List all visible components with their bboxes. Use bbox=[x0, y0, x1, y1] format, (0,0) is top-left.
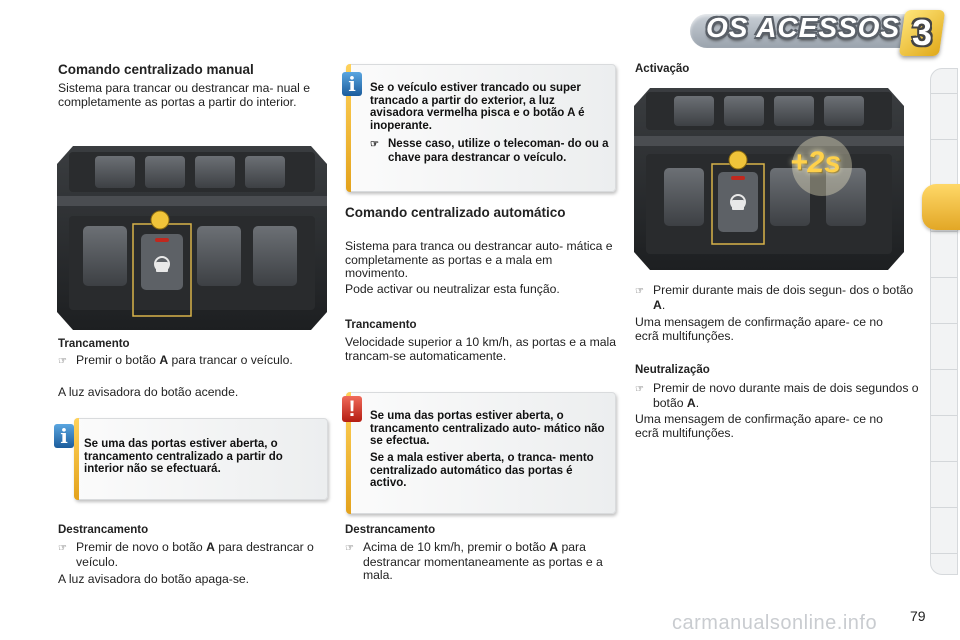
section-title-manual: Comando centralizado manual bbox=[58, 62, 254, 77]
heading-auto-lock: Trancamento bbox=[345, 319, 417, 331]
info-icon: i bbox=[54, 424, 74, 448]
hvac-button bbox=[195, 156, 235, 188]
manual-unlock-result: A luz avisadora do botão apaga-se. bbox=[58, 572, 250, 586]
warning-note-text-2: Se a mala estiver aberta, o tranca- mento centralizado automático das portas é activo. bbox=[370, 452, 594, 489]
panel-button bbox=[197, 226, 241, 286]
hvac-button bbox=[245, 156, 285, 188]
dashboard-photo-manual bbox=[57, 146, 327, 330]
hvac-button bbox=[674, 96, 714, 126]
info-note-automatic-bullet: ☞ Nesse caso, utilize o telecoman- do ou a chave para destrancar o veículo. bbox=[370, 138, 609, 164]
arrow-icon: ☞ bbox=[635, 384, 644, 395]
arrow-icon: ☞ bbox=[58, 543, 67, 554]
bullet-neutralization: ☞ Premir de novo durante mais de dois segundos o botão A. bbox=[635, 381, 919, 410]
callout-a bbox=[151, 211, 169, 229]
hvac-button bbox=[145, 156, 185, 188]
watermark: carmanualsonline.info bbox=[672, 612, 878, 634]
hvac-button bbox=[774, 96, 814, 126]
two-seconds-badge: +2s bbox=[790, 146, 841, 179]
page-number: 79 bbox=[910, 608, 926, 624]
auto-lock-text: Velocidade superior a 10 km/h, as portas e a mala trancam-se automaticamente. bbox=[345, 335, 616, 363]
arrow-icon: ☞ bbox=[370, 139, 379, 150]
chapter-tabs bbox=[930, 68, 958, 575]
intro-automatic: Sistema para tranca ou destrancar auto- mática e completamente as portas e a mala em movimento. bbox=[345, 239, 613, 280]
chapter-number: 3 bbox=[911, 12, 933, 53]
heading-auto-unlock: Destrancamento bbox=[345, 524, 436, 536]
heading-manual-unlock: Destrancamento bbox=[58, 524, 149, 536]
dashboard-photo-activation bbox=[634, 88, 904, 270]
chapter-badge bbox=[899, 10, 945, 56]
heading-manual-lock: Trancamento bbox=[58, 338, 130, 350]
panel-button bbox=[664, 168, 704, 226]
hvac-button bbox=[824, 96, 864, 126]
heading-neutralization: Neutralização bbox=[635, 364, 710, 376]
arrow-icon: ☞ bbox=[58, 356, 67, 367]
chapter-tab-active[interactable] bbox=[922, 184, 960, 230]
neutralization-result: Uma mensagem de confirmação apare- ce no ecrã multifunções. bbox=[635, 412, 883, 440]
warning-note-text: Se uma das portas estiver aberta, o trancamento centralizado auto- mático não se efectua. bbox=[370, 410, 605, 447]
bullet-activation: ☞ Premir durante mais de dois segun- dos o botão A. bbox=[635, 283, 914, 312]
panel-button bbox=[253, 226, 297, 286]
manual-lock-result: A luz avisadora do botão acende. bbox=[58, 385, 239, 399]
info-note-manual-text: Se uma das portas estiver aberta, o trancamento centralizado a partir do interior não se efectuará. bbox=[84, 438, 283, 475]
section-title-automatic: Comando centralizado automático bbox=[345, 205, 566, 220]
callout-a bbox=[729, 151, 747, 169]
activation-result: Uma mensagem de confirmação apare- ce no ecrã multifunções. bbox=[635, 315, 883, 343]
intro-automatic-2: Pode activar ou neutralizar esta função. bbox=[345, 282, 560, 296]
hvac-button bbox=[724, 96, 764, 126]
intro-manual: Sistema para trancar ou destrancar ma- nual e completamente as portas a partir do interior. bbox=[58, 81, 310, 109]
page-title: OS ACESSOS bbox=[706, 12, 901, 43]
panel-button bbox=[83, 226, 127, 286]
arrow-icon: ☞ bbox=[635, 286, 644, 297]
heading-activation: Activação bbox=[635, 63, 690, 75]
warning-icon: ! bbox=[342, 396, 362, 422]
bullet-manual-unlock: ☞ Premir de novo o botão A para destrancar o veículo. bbox=[58, 540, 314, 569]
bullet-auto-unlock: ☞ Acima de 10 km/h, premir o botão A para destrancar momentaneamente as portas e a mala. bbox=[345, 540, 603, 582]
arrow-icon: ☞ bbox=[345, 543, 354, 554]
hvac-button bbox=[95, 156, 135, 188]
info-icon: i bbox=[342, 72, 362, 96]
bullet-manual-lock: ☞ Premir o botão A para trancar o veículo. bbox=[58, 353, 293, 367]
info-note-automatic-text: Se o veículo estiver trancado ou super trancado a partir do exterior, a luz avisadora vermelha pisca e o botão A é inoperante. bbox=[370, 82, 585, 132]
